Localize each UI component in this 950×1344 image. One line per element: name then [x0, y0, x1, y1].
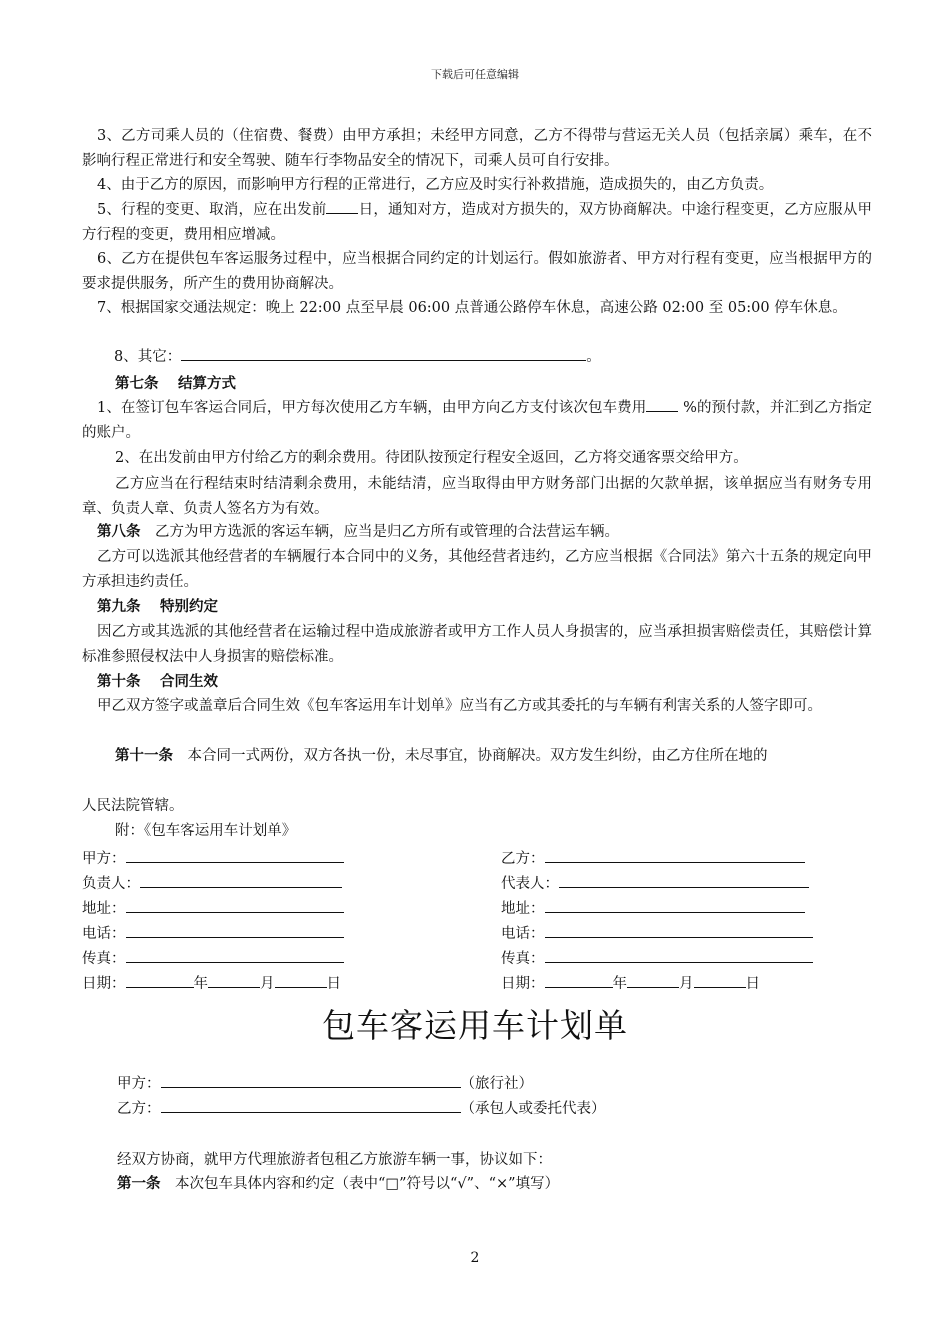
sig-right-representative: 代表人： — [501, 872, 809, 893]
party-a-month-blank[interactable] — [208, 972, 260, 988]
clause-5-part-2: 日，通知对方，造成对方损失的，双方协商解决。中途行程变更，乙方应服从甲方行程的变更，费用相应增减。 — [82, 202, 872, 243]
clause-8 — [82, 345, 872, 370]
attachment-note: 附：《包车客运用车计划单》 — [115, 823, 297, 839]
party-b-address-blank[interactable] — [545, 897, 805, 913]
article-10-body: 甲乙双方签字或盖章后合同生效《包车客运用车计划单》应当有乙方或其委托的与车辆有利害关系的人签字即可。 — [97, 698, 822, 714]
article-7-item-2: 2、在出发前由甲方付给乙方的剩余费用。待团队按预定行程安全返回，乙方将交通客票交给甲方。 — [115, 450, 748, 466]
page-number: 2 — [470, 1250, 480, 1266]
sig-right-fax: 传真： — [501, 947, 813, 968]
clause-8-label: 8、其它： — [114, 349, 182, 365]
party-b-month-blank[interactable] — [627, 972, 679, 988]
plan-article-1-title: 第一条 — [117, 1176, 161, 1192]
article-7-title: 第七条 结算方式 — [115, 376, 237, 392]
prepay-percent-blank[interactable] — [646, 396, 678, 412]
plan-party-a-blank[interactable] — [161, 1072, 461, 1088]
article-11 — [82, 744, 872, 769]
article-8-title: 第八条 — [97, 524, 141, 540]
plan-party-b-blank[interactable] — [161, 1097, 461, 1113]
representative-blank[interactable] — [559, 872, 809, 888]
sig-left-fax: 传真： — [82, 947, 344, 968]
article-10-title: 第十条 合同生效 — [97, 674, 219, 690]
sig-right-address: 地址： — [501, 897, 805, 918]
party-a-day-blank[interactable] — [275, 972, 327, 988]
sig-right-phone: 电话： — [501, 922, 813, 943]
article-7-item-1-part-2: %的预付款，并汇到乙方指定的账户。 — [82, 400, 872, 441]
sig-left-address: 地址： — [82, 897, 344, 918]
article-8 — [82, 520, 872, 545]
clause-3: 3、乙方司乘人员的（住宿费、餐费）由甲方承担；未经甲方同意，乙方不得带与营运无关人员（包括亲属）乘车，在不影响行程正常进行和安全驾驶、随车行李物品安全的情况下，司乘人员可自行安排。 — [82, 128, 872, 169]
party-a-phone-blank[interactable] — [126, 922, 344, 938]
article-11-court: 人民法院管辖。 — [82, 798, 184, 814]
sig-left-party-a: 甲方： — [82, 847, 344, 868]
party-b-blank[interactable] — [545, 847, 805, 863]
days-blank[interactable] — [326, 198, 358, 214]
plan-title: 包车客运用车计划单 — [322, 1006, 628, 1045]
party-a-address-blank[interactable] — [126, 897, 344, 913]
party-a-year-blank[interactable] — [126, 972, 194, 988]
article-7-item-1 — [82, 396, 872, 445]
sig-left-date: 日期： 年 月 日 — [82, 972, 341, 993]
clause-8-end: 。 — [586, 349, 601, 365]
article-7-item-3: 乙方应当在行程结束时结清剩余费用，未能结清，应当取得由甲方财务部门出据的欠款单据，该单据应当有财务专用章、负责人章、负责人签名方为有效。 — [82, 476, 872, 517]
article-11-body: 本合同一式两份，双方各执一份，未尽事宜，协商解决。双方发生纠纷，由乙方住所在地的 — [173, 748, 768, 764]
page-header-note: 下载后可任意编辑 — [431, 68, 519, 81]
clause-7: 7、根据国家交通法规定：晚上 22:00 点至早晨 06:00 点普通公路停车休息，高速公路 02:00 至 05:00 停车休息。 — [97, 300, 847, 316]
article-11-title: 第十一条 — [115, 748, 173, 764]
clause-5-part-1: 5、行程的变更、取消，应在出发前 — [97, 202, 327, 218]
party-b-phone-blank[interactable] — [545, 922, 813, 938]
sig-right-date: 日期： 年 月 日 — [501, 972, 760, 993]
article-9-body: 因乙方或其选派的其他经营者在运输过程中造成旅游者或甲方工作人员人身损害的，应当承担损害赔偿责任，其赔偿计算标准参照侵权法中人身损害的赔偿标准。 — [82, 624, 872, 665]
article-8-body: 乙方可以选派其他经营者的车辆履行本合同中的义务，其他经营者违约，乙方应当根据《合同法》第六十五条的规定向甲方承担违约责任。 — [82, 549, 872, 590]
other-terms-blank[interactable] — [181, 345, 586, 361]
principal-blank[interactable] — [140, 872, 342, 888]
article-8-first: 乙方为甲方选派的客运车辆，应当是归乙方所有或管理的合法营运车辆。 — [140, 524, 619, 540]
sig-left-principal: 负责人： — [82, 872, 342, 893]
party-b-year-blank[interactable] — [545, 972, 613, 988]
sig-right-party-b: 乙方： — [501, 847, 805, 868]
clause-4: 4、由于乙方的原因，而影响甲方行程的正常进行，乙方应及时实行补救措施，造成损失的，由乙方负责。 — [97, 177, 774, 193]
clause-6: 6、乙方在提供包车客运服务过程中，应当根据合同约定的计划运行。假如旅游者、甲方对行程有变更，应当根据甲方的要求提供服务，所产生的费用协商解决。 — [82, 251, 872, 292]
party-b-fax-blank[interactable] — [545, 947, 813, 963]
article-9-title: 第九条 特别约定 — [97, 599, 219, 615]
plan-party-b: 乙方： （承包人或委托代表） — [117, 1097, 606, 1118]
party-a-fax-blank[interactable] — [126, 947, 344, 963]
sig-left-phone: 电话： — [82, 922, 344, 943]
plan-party-a: 甲方： （旅行社） — [117, 1072, 533, 1093]
party-a-blank[interactable] — [126, 847, 344, 863]
plan-intro: 经双方协商，就甲方代理旅游者包租乙方旅游车辆一事，协议如下： — [117, 1152, 552, 1168]
plan-article-1 — [117, 1172, 559, 1193]
clause-5 — [82, 198, 872, 247]
article-7-item-1-part-1: 1、在签订包车客运合同后，甲方每次使用乙方车辆，由甲方向乙方支付该次包车费用 — [97, 400, 647, 416]
party-b-day-blank[interactable] — [694, 972, 746, 988]
plan-article-1-body: 本次包车具体内容和约定（表中“□”符号以“√”、“×”填写） — [160, 1176, 560, 1192]
